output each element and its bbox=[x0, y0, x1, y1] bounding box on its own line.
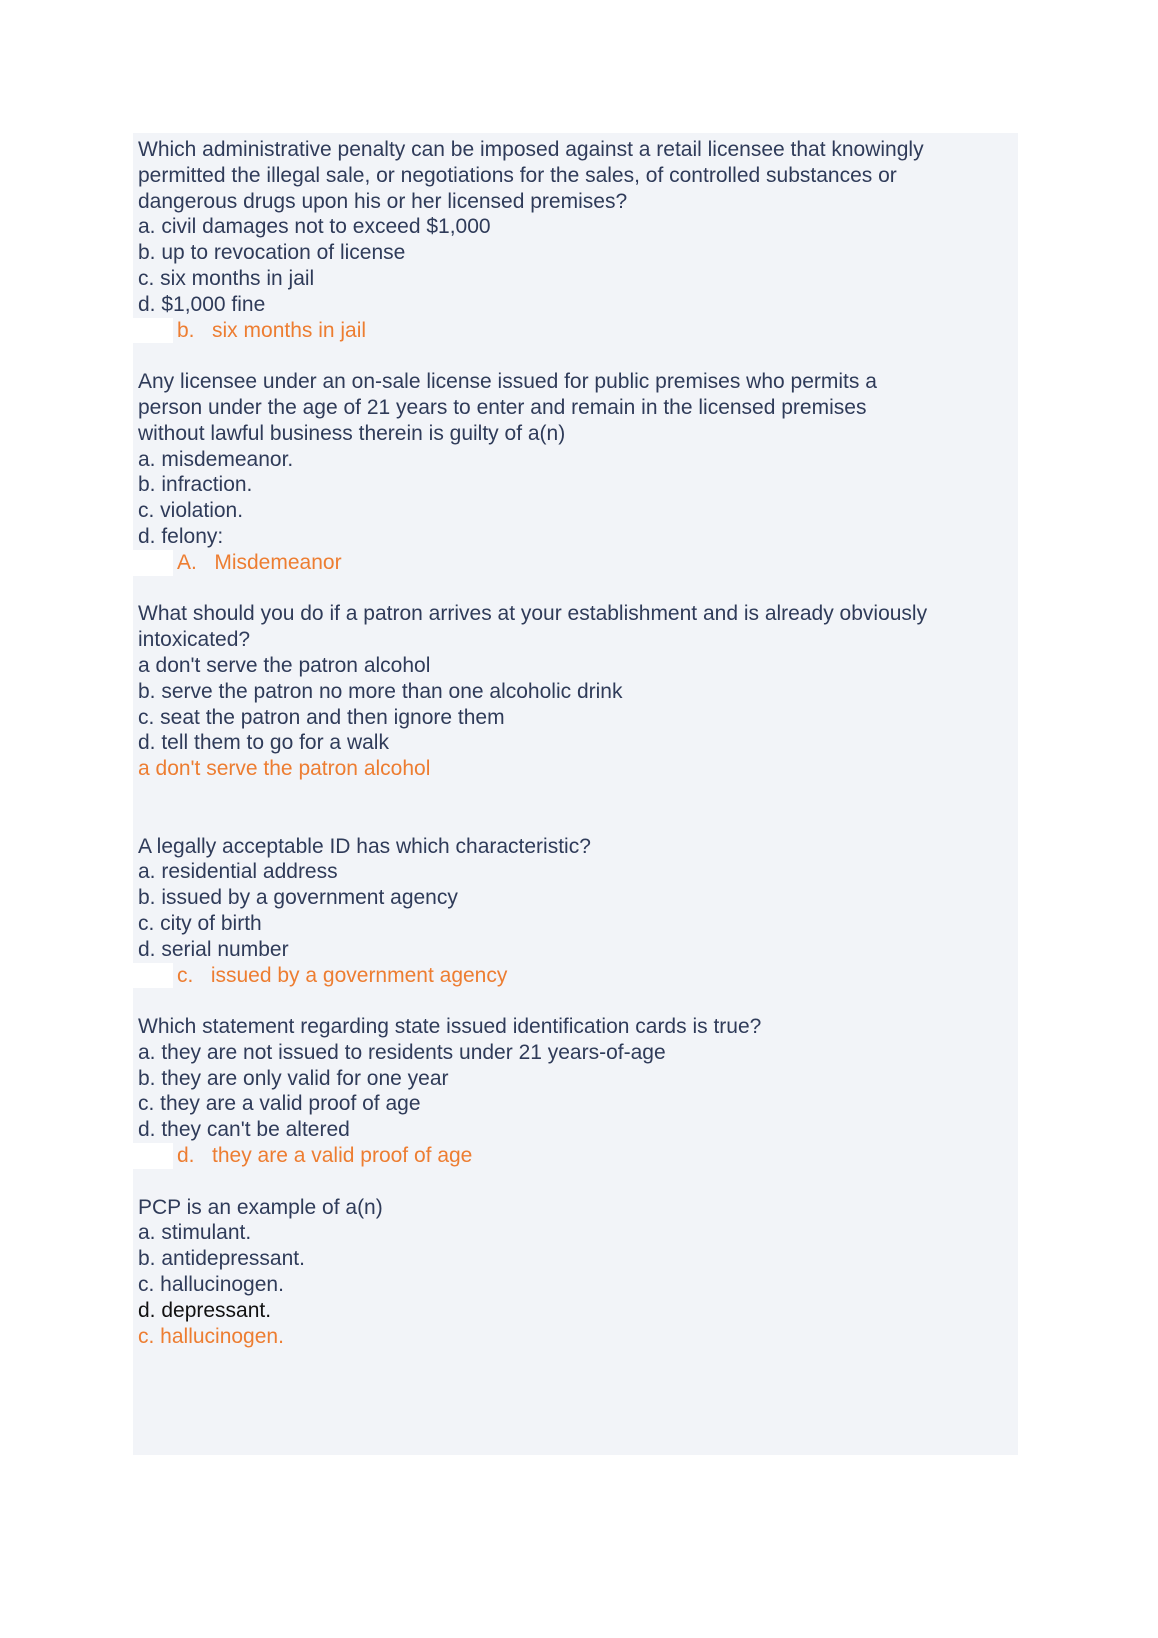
option-line: c. city of birth bbox=[138, 911, 262, 935]
option-line: d. felony: bbox=[138, 524, 224, 548]
option-line: d. tell them to go for a walk bbox=[138, 731, 389, 755]
option-line: a. they are not issued to residents under 21 years-of-age bbox=[138, 1040, 666, 1064]
option-line: c. hallucinogen. bbox=[138, 1273, 284, 1297]
answer-line bbox=[133, 318, 1018, 344]
question-line: without lawful business therein is guilty of a(n) bbox=[138, 421, 566, 445]
option-line: a. residential address bbox=[138, 860, 338, 884]
option-line: a. misdemeanor. bbox=[138, 447, 294, 471]
option-line: a. civil damages not to exceed $1,000 bbox=[138, 215, 491, 239]
answer-line: a don't serve the patron alcohol bbox=[138, 757, 431, 781]
spacer-line bbox=[133, 1169, 1018, 1195]
question-line: Which statement regarding state issued identification cards is true? bbox=[138, 1015, 762, 1039]
spacer-line bbox=[133, 1349, 1018, 1375]
option-line: c. they are a valid proof of age bbox=[138, 1092, 421, 1116]
option-line: c. six months in jail bbox=[138, 266, 315, 290]
indent-notch bbox=[133, 1143, 173, 1169]
answer-line: c. hallucinogen. bbox=[138, 1324, 284, 1348]
question-line: Any licensee under an on-sale license issued for public premises who permits a bbox=[138, 370, 877, 394]
question-line: A legally acceptable ID has which characteristic? bbox=[138, 834, 591, 858]
option-line: b. up to revocation of license bbox=[138, 241, 406, 265]
option-line: a don't serve the patron alcohol bbox=[138, 653, 431, 677]
option-line: d. depressant. bbox=[138, 1298, 272, 1322]
answer-line bbox=[133, 550, 1018, 576]
question-block-4 bbox=[133, 834, 1018, 989]
option-line: d. serial number bbox=[138, 937, 289, 961]
question-line: person under the age of 21 years to enter and remain in the licensed premises bbox=[138, 395, 867, 419]
option-line: d. they can't be altered bbox=[138, 1118, 350, 1142]
spacer-line bbox=[133, 1375, 1018, 1401]
spacer-line bbox=[133, 988, 1018, 1014]
answer-text: b. six months in jail bbox=[177, 318, 367, 342]
spacer-line bbox=[133, 808, 1018, 834]
option-line: b. they are only valid for one year bbox=[138, 1066, 449, 1090]
question-line: What should you do if a patron arrives at your establishment and is already obviously bbox=[138, 602, 928, 626]
spacer-line bbox=[133, 343, 1018, 369]
spacer-line bbox=[133, 1427, 1018, 1453]
answer-line bbox=[133, 1143, 1018, 1169]
question-line: permitted the illegal sale, or negotiations for the sales, of controlled substances or bbox=[138, 163, 897, 187]
option-line: b. issued by a government agency bbox=[138, 886, 458, 910]
question-line: dangerous drugs upon his or her licensed premises? bbox=[138, 189, 628, 213]
answer-text: c. issued by a government agency bbox=[177, 963, 508, 987]
option-line: b. antidepressant. bbox=[138, 1247, 305, 1271]
indent-notch bbox=[133, 550, 173, 576]
option-line: b. serve the patron no more than one alcoholic drink bbox=[138, 679, 623, 703]
answer-text: d. they are a valid proof of age bbox=[177, 1144, 473, 1168]
question-line: PCP is an example of a(n) bbox=[138, 1195, 383, 1219]
answer-text: A. Misdemeanor bbox=[177, 550, 342, 574]
question-block-5 bbox=[133, 1014, 1018, 1169]
spacer-line bbox=[133, 576, 1018, 602]
question-block-1 bbox=[133, 137, 1018, 343]
question-block-2 bbox=[133, 369, 1018, 575]
question-block-3 bbox=[133, 601, 1018, 782]
quiz-highlight-block bbox=[133, 133, 1018, 1455]
indent-notch bbox=[133, 318, 173, 344]
question-block-6 bbox=[133, 1195, 1018, 1350]
option-line: c. violation. bbox=[138, 499, 244, 523]
indent-notch bbox=[133, 963, 173, 989]
option-line: c. seat the patron and then ignore them bbox=[138, 705, 505, 729]
option-line: b. infraction. bbox=[138, 473, 253, 497]
option-line: a. stimulant. bbox=[138, 1221, 252, 1245]
option-line: d. $1,000 fine bbox=[138, 292, 266, 316]
spacer-line bbox=[133, 1401, 1018, 1427]
spacer-line bbox=[133, 782, 1018, 808]
answer-line bbox=[133, 963, 1018, 989]
question-line: Which administrative penalty can be imposed against a retail licensee that knowingly bbox=[138, 138, 924, 161]
question-line: intoxicated? bbox=[138, 628, 251, 652]
